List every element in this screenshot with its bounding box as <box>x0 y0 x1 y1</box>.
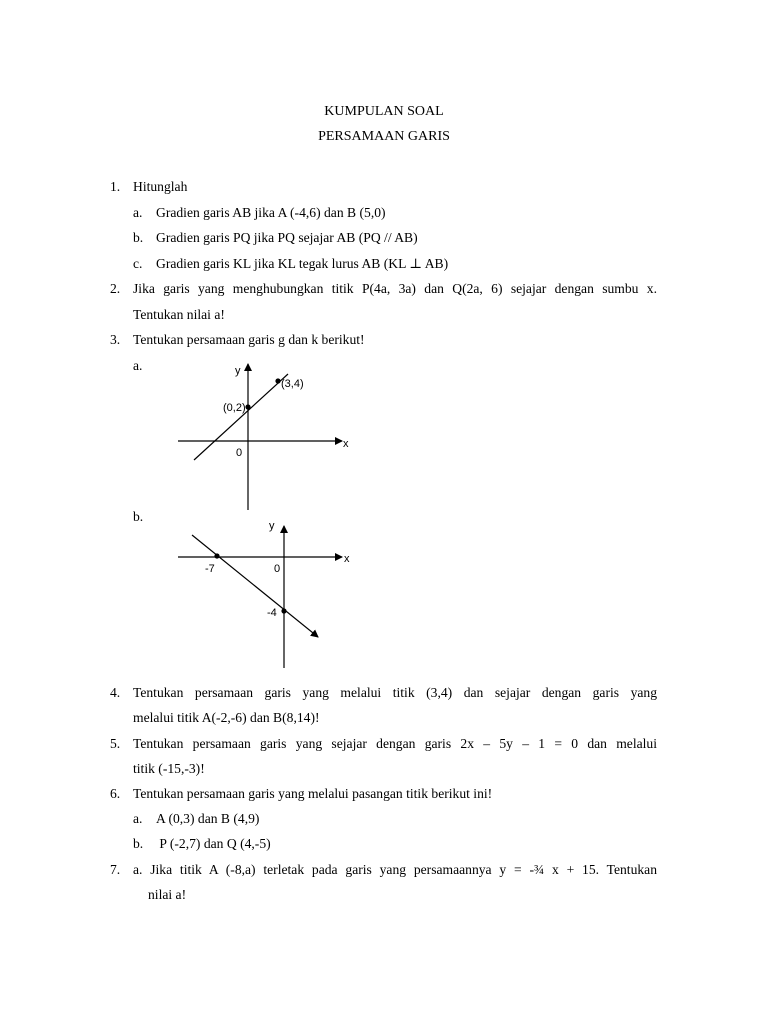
q4-line-2: melalui titik A(-2,-6) dan B(8,14)! <box>133 710 320 725</box>
q1-a-text: Gradien garis AB jika A (-4,6) dan B (5,0) <box>156 205 386 220</box>
q7-line-2: nilai a! <box>148 887 187 902</box>
q5-line-1: Tentukan persamaan garis yang sejajar dengan garis 2x – 5y – 1 = 0 dan melalui <box>133 736 657 751</box>
graph-b <box>170 514 360 670</box>
graph-a <box>170 360 360 512</box>
graph-b-x-label: x <box>344 553 350 565</box>
graph-a-point-3-4 <box>275 378 280 383</box>
graph-b-point-y-intercept <box>281 608 286 613</box>
q6-a-text: A (0,3) dan B (4,9) <box>156 811 260 826</box>
q6-b-text: P (-2,7) dan Q (4,-5) <box>156 836 271 851</box>
graph-b-origin-label: 0 <box>274 563 281 575</box>
title-line-2: PERSAMAAN GARIS <box>318 129 450 144</box>
q1-c-text: Gradien garis KL jika KL tegak lurus AB (KL ⊥ AB) <box>156 256 449 271</box>
graph-a-point-y-intercept <box>245 404 250 409</box>
q4-line-1: Tentukan persamaan garis yang melalui titik (3,4) dan sejajar dengan garis yang <box>133 685 657 700</box>
q6-a-label: a. <box>133 811 143 826</box>
q4-number: 4. <box>110 685 121 700</box>
graph-b-line-k <box>192 535 318 637</box>
q1-number: 1. <box>110 179 121 194</box>
q1-b-label: b. <box>133 230 144 245</box>
q7-line-1: a. Jika titik A (-8,a) terletak pada garis yang persamaannya y = -¾ x + 15. Tentukan <box>133 862 657 877</box>
graph-b-y-label: y <box>269 520 275 532</box>
graph-b-x-intercept-label: -7 <box>205 563 215 575</box>
q1-c-label: c. <box>133 256 143 271</box>
q3-a-label: a. <box>133 358 143 373</box>
q6-number: 6. <box>110 786 121 801</box>
graph-a-origin-label: 0 <box>236 447 243 459</box>
q1-b-text: Gradien garis PQ jika PQ sejajar AB (PQ // AB) <box>156 230 418 245</box>
q2-line-1: Jika garis yang menghubungkan titik P(4a, 3a) dan Q(2a, 6) sejajar dengan sumbu x. <box>133 281 657 296</box>
graph-a-y-label: y <box>235 365 241 377</box>
q1-a-label: a. <box>133 205 143 220</box>
graph-a-point1-label: (3,4) <box>281 378 304 390</box>
q7-number: 7. <box>110 862 121 877</box>
title-line-1: KUMPULAN SOAL <box>324 104 444 119</box>
graph-b-point-x-intercept <box>214 553 219 558</box>
q6-b-label: b. <box>133 836 144 851</box>
q2-number: 2. <box>110 281 121 296</box>
graph-b-y-intercept-label: -4 <box>267 607 277 619</box>
q5-line-2: titik (-15,-3)! <box>133 761 205 776</box>
q1-text: Hitunglah <box>133 179 188 194</box>
q2-line-2: Tentukan nilai a! <box>133 307 225 322</box>
graph-a-x-label: x <box>343 438 349 450</box>
q6-text: Tentukan persamaan garis yang melalui pasangan titik berikut ini! <box>133 786 493 801</box>
q3-number: 3. <box>110 332 121 347</box>
q3-b-label: b. <box>133 509 144 524</box>
graph-a-point2-label: (0,2) <box>223 402 246 414</box>
q5-number: 5. <box>110 736 121 751</box>
q3-text: Tentukan persamaan garis g dan k berikut! <box>133 332 365 347</box>
